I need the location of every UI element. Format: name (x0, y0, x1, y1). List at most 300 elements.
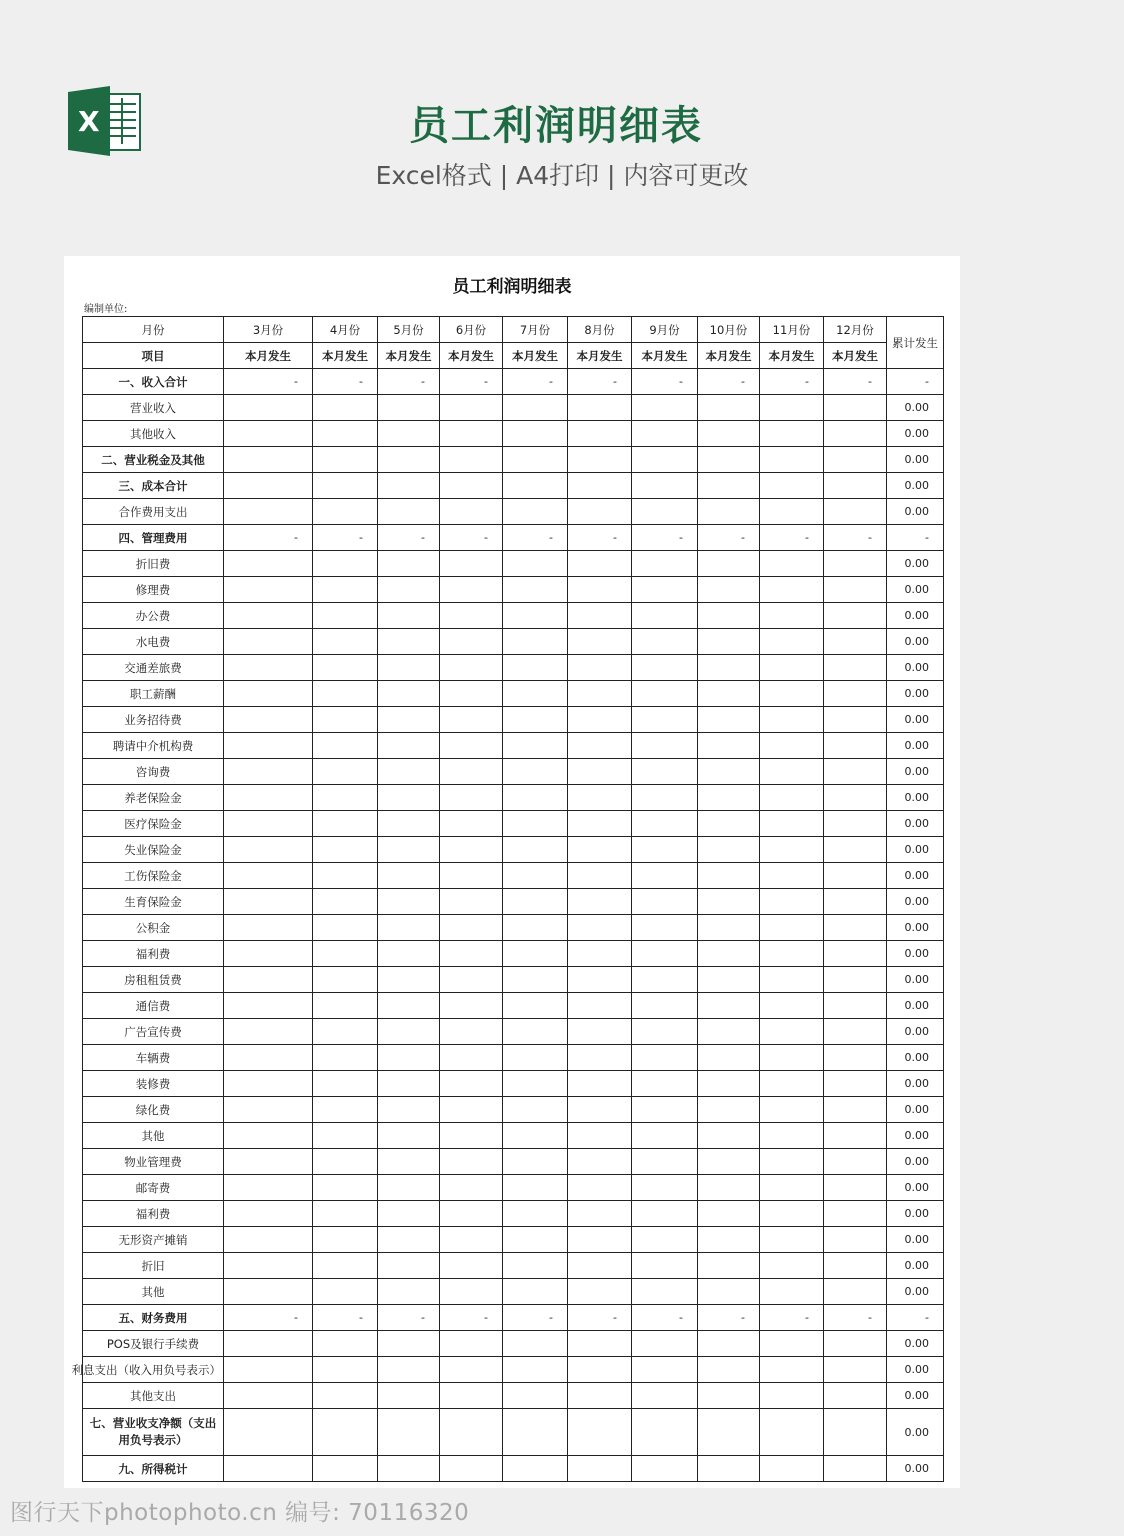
month-cell[interactable] (760, 733, 824, 759)
month-cell[interactable] (378, 577, 440, 603)
total-cell[interactable]: 0.00 (887, 447, 944, 473)
month-cell[interactable] (378, 629, 440, 655)
month-cell[interactable] (503, 967, 568, 993)
row-label[interactable]: 职工薪酬 (83, 681, 224, 707)
total-cell[interactable]: 0.00 (887, 1149, 944, 1175)
month-cell[interactable] (440, 837, 503, 863)
month-cell[interactable] (632, 785, 698, 811)
month-cell[interactable] (568, 1253, 632, 1279)
month-cell[interactable] (698, 1045, 760, 1071)
month-cell[interactable] (568, 993, 632, 1019)
month-cell[interactable] (760, 1149, 824, 1175)
month-cell[interactable] (224, 811, 313, 837)
month-cell[interactable] (313, 1071, 378, 1097)
month-cell[interactable]: - (824, 1305, 887, 1331)
month-cell[interactable] (760, 1071, 824, 1097)
month-cell[interactable] (440, 629, 503, 655)
month-cell[interactable] (224, 1279, 313, 1305)
month-cell[interactable] (824, 1456, 887, 1482)
total-cell[interactable]: 0.00 (887, 707, 944, 733)
total-cell[interactable]: 0.00 (887, 941, 944, 967)
month-cell[interactable] (698, 915, 760, 941)
month-cell[interactable] (824, 1409, 887, 1456)
month-cell[interactable] (698, 993, 760, 1019)
total-cell[interactable]: 0.00 (887, 1123, 944, 1149)
month-cell[interactable] (632, 993, 698, 1019)
month-cell[interactable] (760, 785, 824, 811)
month-cell[interactable] (378, 837, 440, 863)
total-cell[interactable]: - (887, 525, 944, 551)
month-cell[interactable] (760, 421, 824, 447)
month-cell[interactable] (224, 759, 313, 785)
row-label[interactable]: 无形资产摊销 (83, 1227, 224, 1253)
month-cell[interactable] (632, 629, 698, 655)
month-cell[interactable] (440, 603, 503, 629)
month-cell[interactable] (378, 1279, 440, 1305)
month-cell[interactable] (440, 967, 503, 993)
month-cell[interactable] (568, 889, 632, 915)
total-cell[interactable]: 0.00 (887, 577, 944, 603)
month-cell[interactable] (378, 785, 440, 811)
month-cell[interactable] (503, 681, 568, 707)
month-cell[interactable] (824, 811, 887, 837)
month-cell[interactable] (224, 447, 313, 473)
month-cell[interactable] (378, 1149, 440, 1175)
month-cell[interactable] (760, 759, 824, 785)
month-cell[interactable] (632, 447, 698, 473)
month-cell[interactable] (378, 1357, 440, 1383)
month-cell[interactable] (378, 1045, 440, 1071)
total-cell[interactable]: 0.00 (887, 421, 944, 447)
month-cell[interactable] (698, 785, 760, 811)
month-cell[interactable] (760, 863, 824, 889)
month-cell[interactable] (224, 993, 313, 1019)
month-cell[interactable] (760, 967, 824, 993)
month-cell[interactable]: - (503, 1305, 568, 1331)
month-cell[interactable] (632, 473, 698, 499)
month-cell[interactable] (698, 837, 760, 863)
month-cell[interactable]: - (503, 369, 568, 395)
month-cell[interactable] (698, 1456, 760, 1482)
month-cell[interactable] (824, 551, 887, 577)
month-cell[interactable] (224, 1456, 313, 1482)
month-cell[interactable] (503, 1357, 568, 1383)
month-cell[interactable] (824, 1045, 887, 1071)
month-cell[interactable] (760, 629, 824, 655)
total-cell[interactable]: 0.00 (887, 1045, 944, 1071)
month-cell[interactable] (824, 1019, 887, 1045)
month-cell[interactable] (698, 1019, 760, 1045)
row-label[interactable]: 通信费 (83, 993, 224, 1019)
month-cell[interactable] (760, 1279, 824, 1305)
month-cell[interactable] (568, 1045, 632, 1071)
month-cell[interactable] (503, 837, 568, 863)
row-label[interactable]: 折旧费 (83, 551, 224, 577)
month-cell[interactable] (313, 499, 378, 525)
month-cell[interactable] (440, 499, 503, 525)
month-cell[interactable]: - (224, 1305, 313, 1331)
month-cell[interactable] (378, 1175, 440, 1201)
row-label[interactable]: 水电费 (83, 629, 224, 655)
month-cell[interactable] (313, 1123, 378, 1149)
month-cell[interactable] (824, 1331, 887, 1357)
month-cell[interactable] (632, 1357, 698, 1383)
month-cell[interactable] (224, 499, 313, 525)
month-cell[interactable] (440, 1097, 503, 1123)
month-cell[interactable] (568, 1456, 632, 1482)
total-cell[interactable]: 0.00 (887, 915, 944, 941)
month-cell[interactable] (224, 1253, 313, 1279)
total-cell[interactable]: 0.00 (887, 759, 944, 785)
month-cell[interactable] (568, 603, 632, 629)
month-cell[interactable] (632, 1279, 698, 1305)
month-cell[interactable] (698, 1227, 760, 1253)
month-cell[interactable] (440, 681, 503, 707)
month-cell[interactable] (313, 785, 378, 811)
month-cell[interactable] (313, 1279, 378, 1305)
month-cell[interactable] (632, 1409, 698, 1456)
month-cell[interactable] (440, 1227, 503, 1253)
total-cell[interactable]: 0.00 (887, 551, 944, 577)
month-cell[interactable] (313, 1045, 378, 1071)
month-cell[interactable]: - (224, 369, 313, 395)
month-cell[interactable] (224, 395, 313, 421)
month-cell[interactable] (378, 1253, 440, 1279)
month-cell[interactable]: - (313, 525, 378, 551)
total-cell[interactable]: 0.00 (887, 655, 944, 681)
month-cell[interactable] (698, 811, 760, 837)
month-cell[interactable] (760, 941, 824, 967)
month-cell[interactable] (378, 473, 440, 499)
month-cell[interactable] (503, 941, 568, 967)
month-cell[interactable] (632, 707, 698, 733)
month-cell[interactable] (568, 1331, 632, 1357)
month-cell[interactable] (760, 395, 824, 421)
month-cell[interactable] (313, 759, 378, 785)
month-cell[interactable] (824, 915, 887, 941)
month-cell[interactable] (698, 1331, 760, 1357)
month-cell[interactable] (824, 785, 887, 811)
month-cell[interactable] (378, 655, 440, 681)
month-cell[interactable]: - (440, 525, 503, 551)
month-cell[interactable] (824, 733, 887, 759)
total-cell[interactable]: - (887, 369, 944, 395)
month-cell[interactable]: - (760, 1305, 824, 1331)
month-cell[interactable] (313, 1097, 378, 1123)
month-cell[interactable] (632, 1456, 698, 1482)
month-cell[interactable] (760, 915, 824, 941)
month-cell[interactable]: - (503, 525, 568, 551)
month-cell[interactable] (440, 473, 503, 499)
month-cell[interactable] (824, 707, 887, 733)
month-cell[interactable] (824, 421, 887, 447)
month-cell[interactable] (224, 915, 313, 941)
month-cell[interactable] (760, 889, 824, 915)
month-cell[interactable] (632, 1123, 698, 1149)
month-cell[interactable] (440, 577, 503, 603)
month-cell[interactable] (568, 1019, 632, 1045)
month-cell[interactable] (760, 1123, 824, 1149)
row-label[interactable]: 四、管理费用 (83, 525, 224, 551)
month-cell[interactable] (440, 1409, 503, 1456)
month-cell[interactable] (440, 915, 503, 941)
month-cell[interactable] (824, 473, 887, 499)
month-cell[interactable]: - (698, 1305, 760, 1331)
month-cell[interactable] (760, 1201, 824, 1227)
month-cell[interactable] (224, 421, 313, 447)
month-cell[interactable] (313, 447, 378, 473)
total-cell[interactable]: 0.00 (887, 785, 944, 811)
month-cell[interactable] (503, 447, 568, 473)
row-label[interactable]: 七、营业收支净额（支出用负号表示） (83, 1409, 224, 1456)
month-cell[interactable]: - (632, 369, 698, 395)
total-cell[interactable]: 0.00 (887, 811, 944, 837)
month-cell[interactable] (313, 681, 378, 707)
month-cell[interactable]: - (313, 1305, 378, 1331)
total-cell[interactable]: 0.00 (887, 473, 944, 499)
month-cell[interactable] (568, 759, 632, 785)
month-cell[interactable] (824, 1097, 887, 1123)
month-cell[interactable] (760, 1019, 824, 1045)
month-cell[interactable] (698, 629, 760, 655)
month-cell[interactable] (313, 577, 378, 603)
month-cell[interactable]: - (440, 369, 503, 395)
month-cell[interactable] (568, 1149, 632, 1175)
month-cell[interactable] (760, 577, 824, 603)
month-cell[interactable] (224, 629, 313, 655)
month-cell[interactable] (824, 1383, 887, 1409)
month-cell[interactable] (440, 941, 503, 967)
month-cell[interactable] (440, 1175, 503, 1201)
month-cell[interactable] (378, 1097, 440, 1123)
month-cell[interactable] (824, 863, 887, 889)
total-cell[interactable]: 0.00 (887, 629, 944, 655)
month-cell[interactable] (698, 967, 760, 993)
total-cell[interactable]: 0.00 (887, 395, 944, 421)
month-cell[interactable] (313, 915, 378, 941)
month-cell[interactable] (632, 551, 698, 577)
month-cell[interactable] (378, 1019, 440, 1045)
month-cell[interactable] (760, 447, 824, 473)
month-cell[interactable] (503, 889, 568, 915)
month-cell[interactable] (632, 1097, 698, 1123)
month-cell[interactable] (313, 655, 378, 681)
month-cell[interactable]: - (224, 525, 313, 551)
month-cell[interactable] (760, 1456, 824, 1482)
row-label[interactable]: 其他收入 (83, 421, 224, 447)
month-cell[interactable] (632, 1045, 698, 1071)
month-cell[interactable] (824, 1201, 887, 1227)
month-cell[interactable] (698, 759, 760, 785)
month-cell[interactable] (632, 967, 698, 993)
month-cell[interactable] (440, 707, 503, 733)
month-cell[interactable] (568, 967, 632, 993)
row-label[interactable]: 绿化费 (83, 1097, 224, 1123)
month-cell[interactable] (632, 655, 698, 681)
month-cell[interactable] (440, 993, 503, 1019)
month-cell[interactable] (313, 1175, 378, 1201)
row-label[interactable]: 邮寄费 (83, 1175, 224, 1201)
month-cell[interactable] (760, 1175, 824, 1201)
month-cell[interactable] (824, 1357, 887, 1383)
row-label[interactable]: 利息支出（收入用负号表示） (83, 1357, 224, 1383)
month-cell[interactable] (224, 967, 313, 993)
total-cell[interactable]: 0.00 (887, 863, 944, 889)
month-cell[interactable] (632, 733, 698, 759)
month-cell[interactable] (824, 1227, 887, 1253)
month-cell[interactable] (313, 967, 378, 993)
month-cell[interactable] (632, 759, 698, 785)
total-cell[interactable]: 0.00 (887, 1097, 944, 1123)
month-cell[interactable] (378, 447, 440, 473)
month-cell[interactable] (698, 421, 760, 447)
month-cell[interactable] (632, 811, 698, 837)
month-cell[interactable] (313, 1227, 378, 1253)
month-cell[interactable] (698, 499, 760, 525)
month-cell[interactable] (698, 1409, 760, 1456)
month-cell[interactable] (824, 941, 887, 967)
month-cell[interactable] (313, 1383, 378, 1409)
month-cell[interactable] (378, 603, 440, 629)
month-cell[interactable] (503, 1279, 568, 1305)
month-cell[interactable] (568, 915, 632, 941)
month-cell[interactable] (224, 1409, 313, 1456)
month-cell[interactable] (698, 551, 760, 577)
month-cell[interactable]: - (824, 369, 887, 395)
month-cell[interactable]: - (440, 1305, 503, 1331)
month-cell[interactable] (503, 1331, 568, 1357)
month-cell[interactable] (760, 1045, 824, 1071)
month-cell[interactable] (503, 707, 568, 733)
row-label[interactable]: 咨询费 (83, 759, 224, 785)
row-label[interactable]: 福利费 (83, 941, 224, 967)
month-cell[interactable] (503, 473, 568, 499)
month-cell[interactable] (698, 1201, 760, 1227)
month-cell[interactable] (440, 1279, 503, 1305)
month-cell[interactable] (503, 1175, 568, 1201)
row-label[interactable]: 生育保险金 (83, 889, 224, 915)
month-cell[interactable] (440, 1253, 503, 1279)
total-cell[interactable]: 0.00 (887, 837, 944, 863)
month-cell[interactable] (224, 681, 313, 707)
month-cell[interactable] (568, 551, 632, 577)
month-cell[interactable] (824, 629, 887, 655)
month-cell[interactable] (760, 707, 824, 733)
month-cell[interactable]: - (378, 369, 440, 395)
month-cell[interactable] (440, 785, 503, 811)
total-cell[interactable]: 0.00 (887, 1019, 944, 1045)
month-cell[interactable] (440, 1019, 503, 1045)
month-cell[interactable] (378, 499, 440, 525)
month-cell[interactable] (632, 681, 698, 707)
month-cell[interactable] (224, 733, 313, 759)
month-cell[interactable] (568, 733, 632, 759)
month-cell[interactable] (440, 1045, 503, 1071)
month-cell[interactable] (698, 889, 760, 915)
month-cell[interactable] (824, 499, 887, 525)
row-label[interactable]: 物业管理费 (83, 1149, 224, 1175)
month-cell[interactable] (698, 395, 760, 421)
month-cell[interactable] (440, 733, 503, 759)
row-label[interactable]: 福利费 (83, 1201, 224, 1227)
month-cell[interactable] (698, 733, 760, 759)
month-cell[interactable] (568, 863, 632, 889)
row-label[interactable]: 二、营业税金及其他 (83, 447, 224, 473)
month-cell[interactable] (568, 1071, 632, 1097)
month-cell[interactable] (503, 499, 568, 525)
row-label[interactable]: 养老保险金 (83, 785, 224, 811)
month-cell[interactable] (224, 941, 313, 967)
month-cell[interactable] (224, 1071, 313, 1097)
month-cell[interactable] (503, 733, 568, 759)
month-cell[interactable] (824, 447, 887, 473)
total-cell[interactable]: 0.00 (887, 1331, 944, 1357)
month-cell[interactable] (503, 603, 568, 629)
month-cell[interactable] (632, 1175, 698, 1201)
month-cell[interactable] (824, 967, 887, 993)
month-cell[interactable] (760, 473, 824, 499)
month-cell[interactable] (632, 603, 698, 629)
row-label[interactable]: 五、财务费用 (83, 1305, 224, 1331)
month-cell[interactable] (224, 1201, 313, 1227)
month-cell[interactable] (824, 1123, 887, 1149)
month-cell[interactable] (378, 681, 440, 707)
month-cell[interactable] (568, 629, 632, 655)
month-cell[interactable]: - (378, 1305, 440, 1331)
month-cell[interactable] (503, 1456, 568, 1482)
month-cell[interactable] (313, 941, 378, 967)
row-label[interactable]: 广告宣传费 (83, 1019, 224, 1045)
month-cell[interactable] (824, 759, 887, 785)
month-cell[interactable] (224, 837, 313, 863)
month-cell[interactable] (503, 759, 568, 785)
row-label[interactable]: 公积金 (83, 915, 224, 941)
month-cell[interactable] (440, 1149, 503, 1175)
month-cell[interactable] (378, 993, 440, 1019)
month-cell[interactable] (378, 889, 440, 915)
month-cell[interactable] (224, 1227, 313, 1253)
month-cell[interactable] (503, 1409, 568, 1456)
month-cell[interactable] (313, 473, 378, 499)
month-cell[interactable] (440, 655, 503, 681)
month-cell[interactable] (313, 1019, 378, 1045)
month-cell[interactable] (378, 1201, 440, 1227)
month-cell[interactable] (440, 1456, 503, 1482)
month-cell[interactable] (824, 655, 887, 681)
month-cell[interactable] (378, 1071, 440, 1097)
month-cell[interactable] (440, 395, 503, 421)
month-cell[interactable] (568, 1201, 632, 1227)
month-cell[interactable] (503, 785, 568, 811)
month-cell[interactable] (313, 1253, 378, 1279)
month-cell[interactable]: - (632, 525, 698, 551)
month-cell[interactable] (313, 1357, 378, 1383)
month-cell[interactable] (503, 993, 568, 1019)
month-cell[interactable] (824, 577, 887, 603)
month-cell[interactable] (568, 499, 632, 525)
month-cell[interactable] (698, 1097, 760, 1123)
month-cell[interactable] (824, 395, 887, 421)
month-cell[interactable]: - (760, 525, 824, 551)
total-cell[interactable]: 0.00 (887, 1409, 944, 1456)
row-label[interactable]: 营业收入 (83, 395, 224, 421)
month-cell[interactable] (760, 551, 824, 577)
month-cell[interactable] (313, 733, 378, 759)
month-cell[interactable] (698, 603, 760, 629)
month-cell[interactable] (313, 1149, 378, 1175)
month-cell[interactable] (440, 759, 503, 785)
month-cell[interactable] (224, 655, 313, 681)
